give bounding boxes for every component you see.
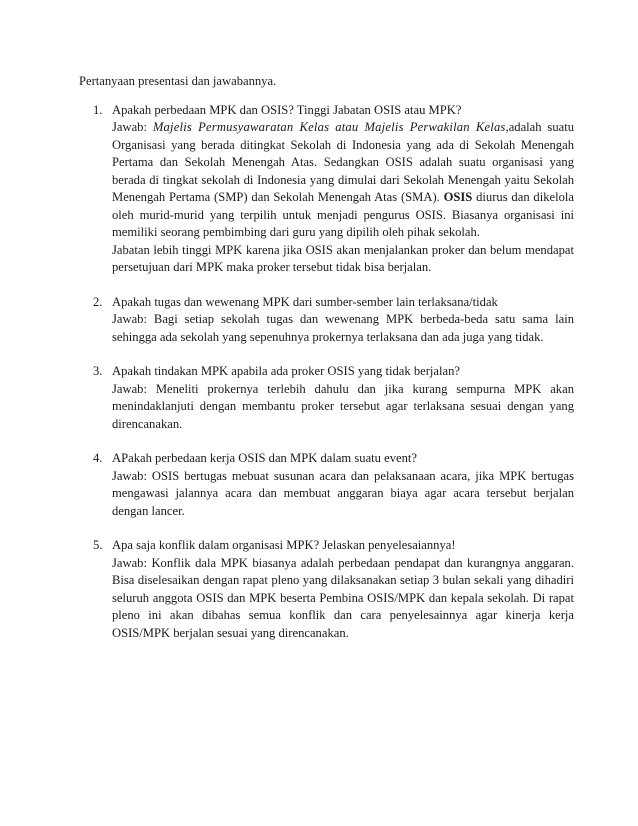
item-number: 4. bbox=[93, 451, 103, 465]
qa-item-5 bbox=[79, 537, 574, 642]
item-number: 3. bbox=[93, 364, 103, 378]
answer-term-italic: Majelis Permusyawaratan Kelas atau Majelis Perwakilan Kelas bbox=[152, 120, 506, 134]
item-number: 2. bbox=[93, 294, 103, 309]
intro-text: Pertanyaan presentasi dan jawabannya. bbox=[79, 74, 277, 88]
question-text: Apakah tugas dan wewenang MPK dari sumber-sember lain terlaksana/tidak bbox=[112, 294, 498, 309]
answer-text: Jawab: Meneliti prokernya terlebih dahulu dan jika kurang sempurna MPK akan menindaklanjuti dengan membantu proker tersebut agar terlaksana sesuai dengan yang direncanakan. bbox=[112, 381, 574, 431]
question-text: Apakah tindakan MPK apabila ada proker OSIS yang tidak berjalan? bbox=[112, 364, 460, 378]
answer-body-cont: diurus dan dikelola oleh murid-murid yang terpilih untuk menjadi pengurus OSIS. Biasanya organisasi ini memiliki seorang pembimbing dari guru yang dipilih oleh pihak sekolah. bbox=[112, 190, 574, 239]
answer-text bbox=[112, 119, 574, 277]
qa-item-2 bbox=[79, 294, 574, 347]
question-text: Apa saja konflik dalam organisasi MPK? Jelaskan penyelesaiannya! bbox=[112, 538, 456, 552]
answer-prefix: Jawab: bbox=[112, 120, 153, 134]
qa-item-3 bbox=[79, 363, 574, 433]
qa-item-1 bbox=[79, 102, 574, 277]
answer-body: ,adalah suatu Organisasi yang berada ditingkat Sekolah di Indonesia yang ada di Sekolah Menengah Pertama dan Sekolah Menengah Atas. Sedangkan OSIS adalah suatu organisasi yang berada di tingkat sekolah di Indonesia yang dimulai dari Sekolah Menengah yaitu Sekolah Menengah Pertama (SMP) dan Sekolah Menengah Atas (SMA). bbox=[112, 120, 575, 204]
answer-text: Jawab: Bagi setiap sekolah tugas dan wewenang MPK berbeda-beda satu sama lain sehingga ada sekolah yang sepenuhnya prokernya terlaksana dan ada juga yang tidak. bbox=[112, 312, 574, 344]
answer-paragraph bbox=[112, 119, 574, 242]
question-text: Apakah perbedaan MPK dan OSIS? Tinggi Jabatan OSIS atau MPK? bbox=[112, 102, 462, 117]
answer-text: Jawab: Konflik dala MPK biasanya adalah perbedaan pendapat dan kurangnya anggaran. Bisa diselesaikan dengan rapat pleno yang dilaksanakan setiap 3 bulan sekali yang dihadiri seluruh anggota OSIS dan MPK beserta Pembina OSIS/MPK dan kepala sekolah. Di rapat pleno ini akan dibahas semua konflik dan cara penyelesainnya agar kinerja kerja OSIS/MPK berjalan sesuai yang direncanakan. bbox=[112, 555, 574, 640]
qa-list bbox=[79, 102, 574, 643]
qa-item-4 bbox=[79, 450, 574, 520]
question-text: APakah perbedaan kerja OSIS dan MPK dalam suatu event? bbox=[112, 451, 417, 465]
answer-paragraph-2: Jabatan lebih tinggi MPK karena jika OSIS akan menjalankan proker dan belum mendapat persetujuan dari MPK maka proker tersebut tidak bisa berjalan. bbox=[112, 242, 574, 274]
answer-text: Jawab: OSIS bertugas mebuat susunan acara dan pelaksanaan acara, jika MPK bertugas mengawasi jalannya acara dan membuat anggaran biaya agar acara tersebut berjalan dengan lancer. bbox=[112, 468, 574, 518]
item-number: 1. bbox=[93, 102, 103, 117]
item-number: 5. bbox=[93, 538, 103, 552]
answer-bold-osis: OSIS bbox=[443, 190, 473, 204]
